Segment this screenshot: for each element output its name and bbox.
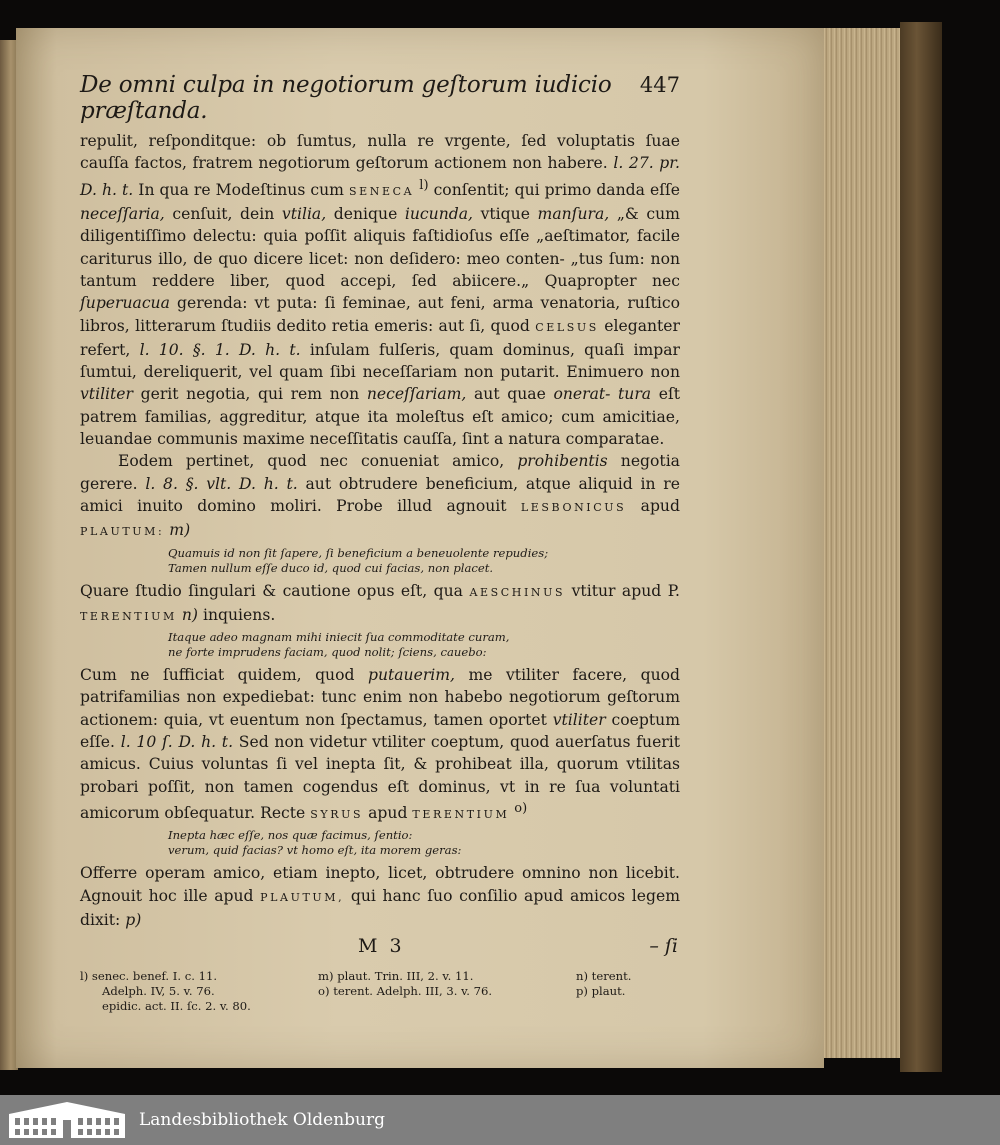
- text-run: repulit, reſponditque: ob ſumtus, nulla re vrgente, ſed voluptatis ſuae cauſſa factos, fratrem negotiorum geſtorum actionem non habere.: [80, 132, 680, 173]
- book-cover-board: [900, 22, 942, 1072]
- text-run: SYRUS: [310, 808, 364, 822]
- text-run: prohibentis: [517, 452, 608, 471]
- library-building-logo[interactable]: [7, 1100, 127, 1140]
- text-run: o): [514, 800, 528, 816]
- text-run: ne forte imprudens faciam, quod nolit; ſciens, cauebo:: [168, 645, 487, 660]
- text-run: Adelph. IV, 5. v. 76.: [102, 984, 215, 999]
- body-text: [80, 130, 680, 931]
- text-run: SENECA: [349, 184, 415, 198]
- footnote-row: [80, 999, 680, 1014]
- text-run: „& cum diligentiſſimo delectu: quia poſſit aliquis faſtidioſus eſſe „aeſtimator, facile cariturus illo, de quo dicere licet: non deſidero: meo conten- „tus ſum: non tantum reddere liber, quod accepi, ſed abiicere.„ Quapropter nec: [80, 205, 680, 290]
- verse-quote: [168, 546, 680, 576]
- text-run: Quare ſtudio ſingulari & cautione opus eſt, qua: [80, 581, 463, 600]
- footnote-row: [80, 984, 680, 999]
- text-run: Sed non videtur vtiliter coeptum, quod auerſatus fuerit amicus. Cuius voluntas ſi vel inepta ſit, & prohibeat illa, quorum vtilitas probari poſſit, non tamen cogendus eſt dominus, vt in re ſua voluntati amicorum obſequatur. Recte: [80, 733, 680, 823]
- text-run: aut quae: [474, 385, 546, 404]
- text-run: me vtiliter facere, quod patrifamilias non expediebat: tunc enim non habebo negotiorum geſtorum actionem: quia, vt euentum non ſpectamus, tamen oportet: [80, 666, 680, 729]
- text-run: PLAUTUM,: [260, 890, 345, 904]
- text-run: l) senec. benef. I. c. 11.: [80, 969, 218, 984]
- page-text: [80, 72, 680, 1014]
- text-run: negotia gerere.: [80, 452, 680, 493]
- text-run: PLAUTUM:: [80, 525, 165, 539]
- library-footer: [0, 1095, 1000, 1145]
- text-run: coeptum eſſe.: [80, 710, 680, 752]
- text-run: p): [125, 910, 142, 929]
- text-run: vtitur apud P.: [571, 581, 680, 600]
- text-run: putauerim,: [367, 666, 456, 685]
- text-run: Eodem pertinet, quod nec conueniat amico,: [118, 452, 505, 471]
- signature-row: [80, 935, 680, 963]
- text-run: TERENTIUM: [80, 609, 177, 623]
- text-run: inquiens.: [203, 605, 276, 624]
- text-run: vtiliter: [552, 710, 606, 729]
- text-run: denique: [333, 205, 398, 224]
- running-header: [80, 72, 680, 124]
- text-run: apud: [640, 496, 680, 515]
- text-run: l. 27. pr. D. h. t.: [80, 154, 680, 199]
- text-run: Tamen nullum eſſe duco id, quod cui facias, non placet.: [168, 560, 494, 575]
- text-run: m) plaut. Trin. III, 2. v. 11.: [318, 969, 474, 984]
- text-run: l. 10. §. 1. D. h. t.: [139, 340, 301, 359]
- text-run: neceſſariam,: [366, 385, 467, 404]
- verse-quote: [168, 630, 680, 660]
- text-run: LESBONICUS: [520, 500, 627, 514]
- text-run: Inepta hæc eſſe, nos quæ facimus, ſentio:: [168, 828, 413, 843]
- text-run: inſulam fulſeris, quam dominus, quaſi impar ſumtui, dereliquerit, vel quam ſibi neceſſariam non putarit. Enimuero non: [80, 340, 681, 382]
- running-title: De omni culpa in negotiorum geſtorum iudicio præſtanda.: [80, 72, 612, 124]
- text-run: Cum ne ſufficiat quidem, quod: [80, 666, 355, 685]
- text-run: epidic. act. II. ſc. 2. v. 80.: [102, 999, 251, 1014]
- text-run: aut obtrudere beneficium, atque aliquid in re amici inuito domino moliri. Probe illud agnouit: [80, 474, 680, 515]
- text-run: AESCHINUS: [469, 585, 566, 599]
- text-run: Itaque adeo magnam mihi iniecit ſua commoditate curam,: [168, 630, 510, 645]
- paragraph: [80, 450, 680, 543]
- text-run: o) terent. Adelph. III, 3. v. 76.: [318, 984, 493, 999]
- footnote-row: [80, 969, 680, 984]
- page-stack-edges: [816, 28, 908, 1058]
- text-run: eſt patrem familias, aggreditur, atque ita moleſtus eſt amico; cum amicitiae, leuandae communis maxime neceſſitatis cauſſa, ſint a natura comparatae.: [80, 385, 681, 449]
- text-run: [576, 999, 680, 1014]
- verse-quote: [168, 828, 680, 858]
- text-run: Quamuis id non ſit ſapere, ſi beneficium a beneuolente repudies;: [168, 545, 549, 560]
- text-run: onerat- tura: [553, 385, 652, 404]
- page-number: 447: [639, 73, 680, 97]
- paragraph: [80, 862, 680, 931]
- text-run: conſentit; qui primo danda eſſe: [433, 180, 680, 199]
- text-run: TERENTIUM: [412, 808, 510, 822]
- paragraph: [80, 580, 680, 629]
- text-run: CELSUS: [535, 320, 599, 334]
- paragraph: [80, 664, 680, 826]
- text-run: vtique: [480, 205, 530, 224]
- text-run: n): [181, 605, 199, 624]
- text-run: l. 8. §. vlt. D. h. t.: [145, 474, 298, 493]
- text-run: ſuperuacua: [80, 294, 170, 313]
- text-run: apud: [368, 804, 408, 823]
- text-run: cenſuit, dein: [172, 205, 275, 224]
- text-run: manſura,: [537, 205, 610, 224]
- text-run: l. 10 ſ. D. h. t.: [120, 733, 234, 752]
- text-run: qui hanc ſuo conſilio apud amicos legem dixit:: [80, 886, 680, 929]
- text-run: gerenda: vt puta: ſi feminae, aut feni, arma venatoria, ruſtico libros, litterarum ſtudiis dedito retia emeris: aut ſi, quod: [80, 294, 680, 335]
- text-run: l): [419, 177, 429, 193]
- text-run: p) plaut.: [576, 984, 626, 999]
- text-run: m): [169, 521, 191, 540]
- text-run: In qua re Modeſtinus cum: [138, 180, 344, 199]
- text-run: neceſſaria,: [80, 205, 165, 224]
- text-run: Offerre operam amico, etiam inepto, licet, obtrudere omnino non licebit. Agnouit hoc ille apud: [80, 864, 680, 905]
- library-name[interactable]: Landesbibliothek Oldenburg: [139, 1110, 386, 1130]
- text-run: verum, quid facias? vt homo eſt, ita morem geras:: [168, 843, 462, 858]
- footnotes: [80, 969, 680, 1014]
- text-run: [318, 999, 576, 1014]
- signature-mark: M 3: [358, 935, 405, 958]
- text-run: n) terent.: [576, 969, 632, 984]
- text-run: vtilia,: [281, 205, 327, 224]
- text-run: eleganter refert,: [80, 316, 680, 359]
- catchword: – ſi: [649, 935, 678, 958]
- text-run: gerit negotia, qui rem non: [140, 385, 360, 404]
- text-run: iucunda,: [404, 205, 473, 224]
- paragraph: [80, 130, 680, 450]
- text-run: vtiliter: [80, 385, 133, 404]
